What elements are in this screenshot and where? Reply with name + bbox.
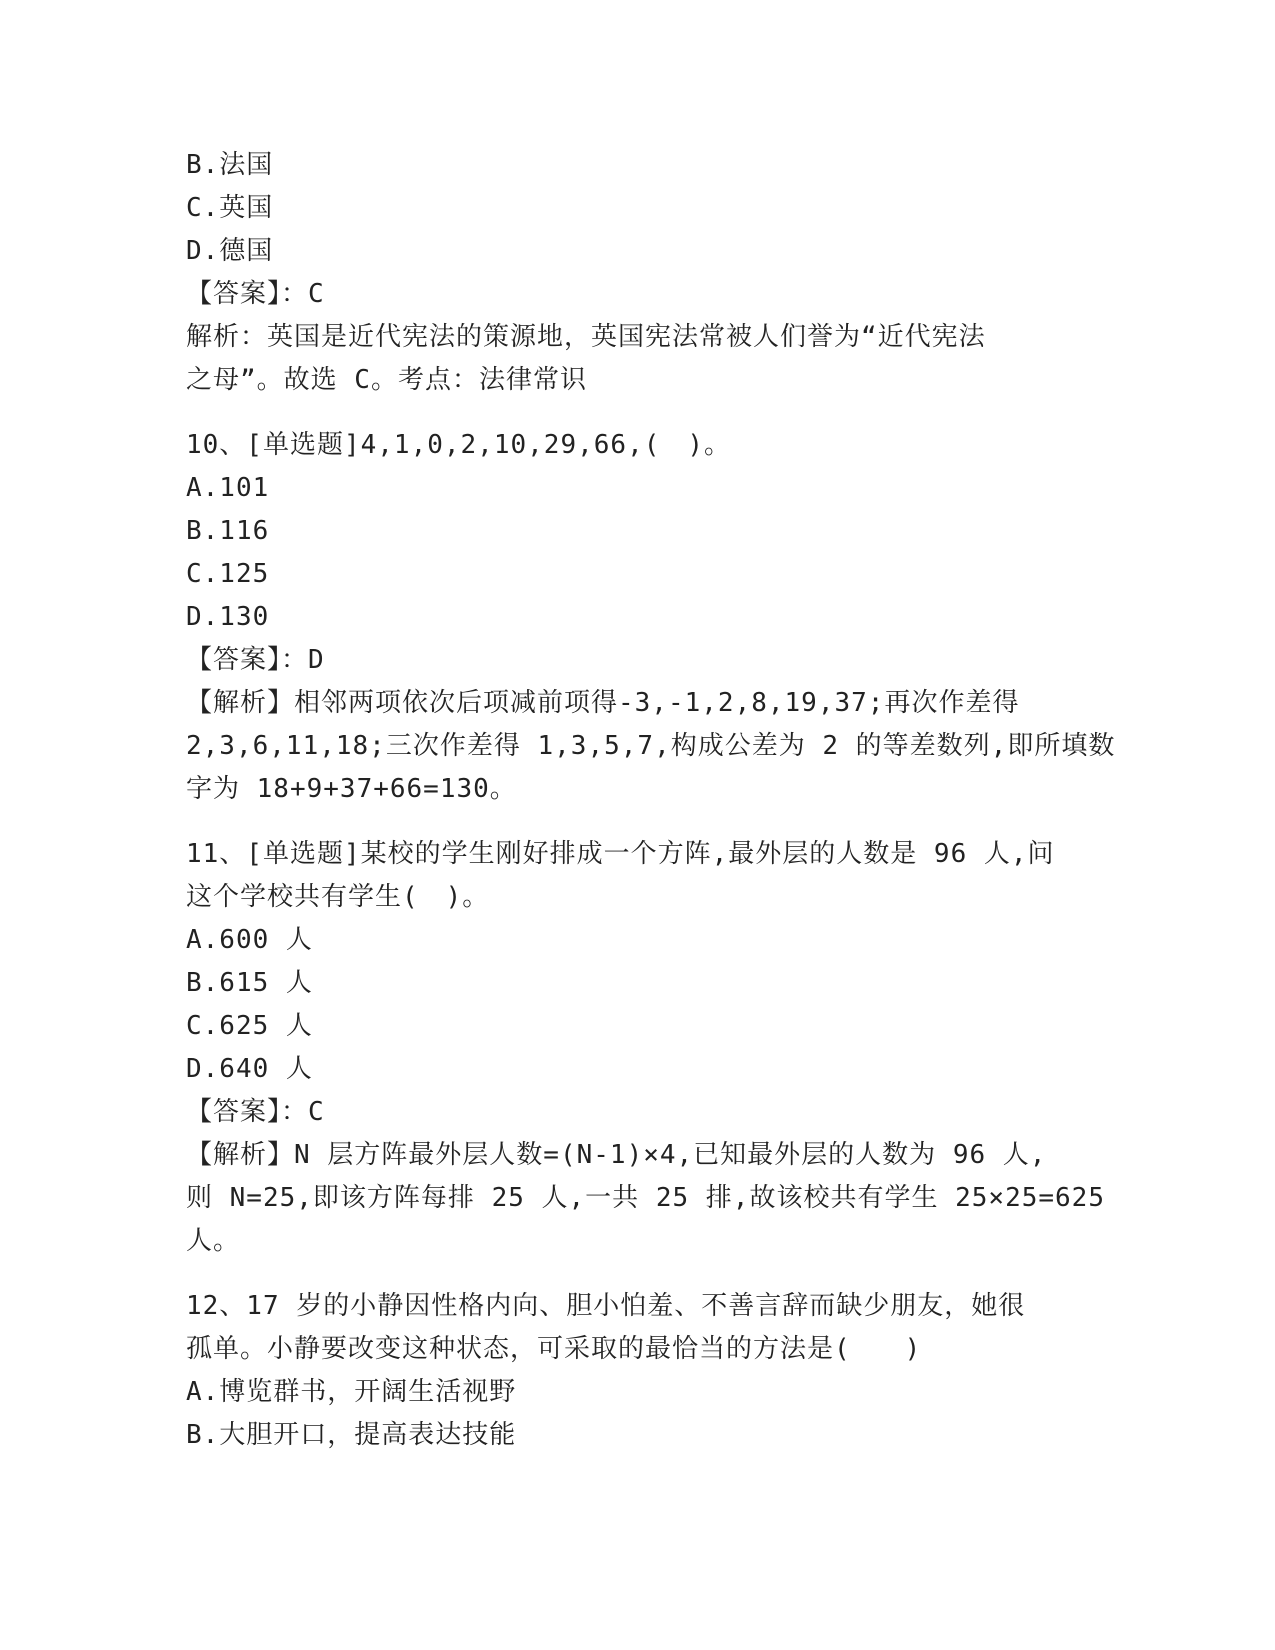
answer: 【答案】：D — [186, 645, 325, 675]
option-d: D.130 — [186, 602, 270, 632]
spacer — [186, 811, 1086, 833]
option-b: B.615 人 — [186, 968, 313, 998]
analysis-line: 字为 18+9+37+66=130。 — [186, 774, 517, 804]
spacer — [186, 402, 1086, 424]
question-stem: 这个学校共有学生( )。 — [186, 882, 490, 912]
option-c: C.625 人 — [186, 1011, 313, 1041]
question-12 — [186, 1285, 1086, 1457]
spacer — [186, 1263, 1086, 1285]
option-b: B.116 — [186, 516, 270, 546]
analysis-line: 【解析】N 层方阵最外层人数=(N-1)×4,已知最外层的人数为 96 人, — [186, 1140, 1047, 1170]
option-a: A.101 — [186, 473, 270, 503]
analysis-line: 解析：英国是近代宪法的策源地，英国宪法常被人们誉为“近代宪法 — [186, 322, 986, 352]
analysis-line: 之母”。故选 C。考点：法律常识 — [186, 365, 587, 395]
question-10 — [186, 424, 1116, 811]
document-page — [186, 144, 1116, 1457]
question-stem: 孤单。小静要改变这种状态，可采取的最恰当的方法是( ) — [186, 1334, 922, 1364]
answer: 【答案】：C — [186, 279, 325, 309]
question-stem: 11、[单选题]某校的学生刚好排成一个方阵,最外层的人数是 96 人,问 — [186, 839, 1055, 869]
question-stem: 12、17 岁的小静因性格内向、胆小怕羞、不善言辞而缺少朋友，她很 — [186, 1291, 1026, 1321]
question-stem: 10、[单选题]4,1,0,2,10,29,66,( )。 — [186, 430, 732, 460]
analysis-line: 人。 — [186, 1226, 241, 1256]
analysis-line: 2,3,6,11,18;三次作差得 1,3,5,7,构成公差为 2 的等差数列,即所填数 — [186, 731, 1116, 761]
analysis-line: 则 N=25,即该方阵每排 25 人,一共 25 排,故该校共有学生 25×25=625 — [186, 1183, 1105, 1213]
option-b: B.法国 — [186, 150, 274, 180]
option-c: C.英国 — [186, 193, 274, 223]
option-b: B.大胆开口，提高表达技能 — [186, 1420, 517, 1450]
option-c: C.125 — [186, 559, 270, 589]
option-a: A.博览群书，开阔生活视野 — [186, 1377, 517, 1407]
question-9-tail — [186, 144, 1086, 402]
option-d: D.德国 — [186, 236, 274, 266]
question-11 — [186, 833, 1105, 1263]
option-d: D.640 人 — [186, 1054, 313, 1084]
answer: 【答案】：C — [186, 1097, 325, 1127]
option-a: A.600 人 — [186, 925, 313, 955]
analysis-line: 【解析】相邻两项依次后项减前项得-3,-1,2,8,19,37;再次作差得 — [186, 688, 1020, 718]
